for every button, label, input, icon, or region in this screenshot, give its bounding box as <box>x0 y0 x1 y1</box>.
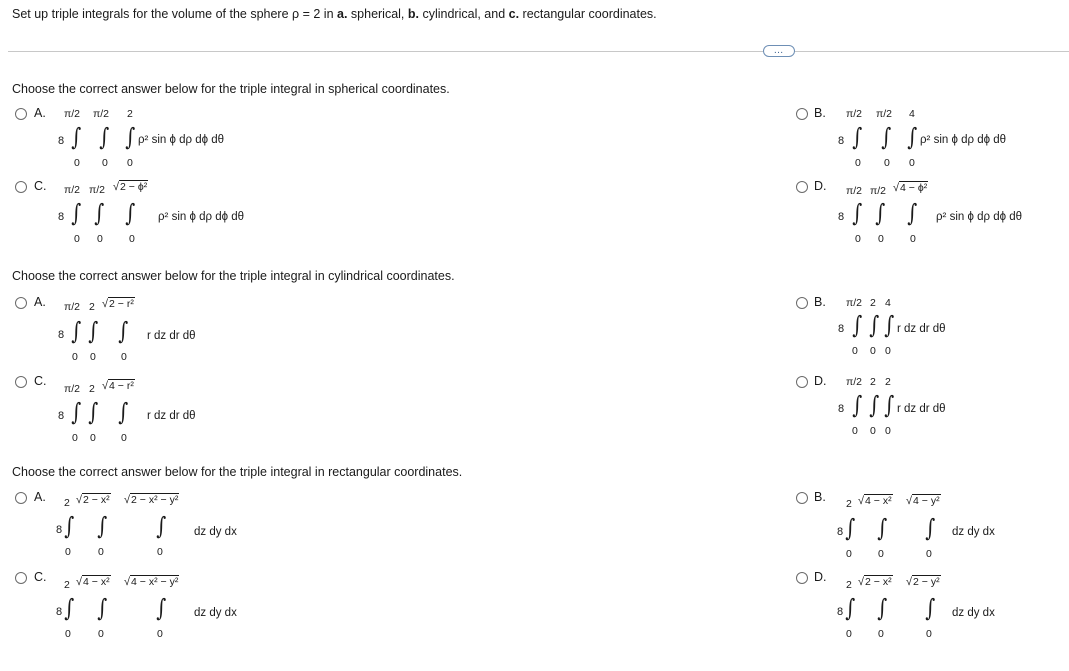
lower-limit: 0 <box>846 548 852 560</box>
radio-button[interactable] <box>796 181 808 193</box>
integrand: ρ² sin ϕ dρ dϕ dθ <box>920 134 1007 146</box>
lower-limit: 0 <box>98 628 104 640</box>
lower-limit: 0 <box>852 345 858 357</box>
lower-limit: 0 <box>870 425 876 437</box>
upper-limit: 2 <box>89 301 95 313</box>
lower-limit: 0 <box>878 628 884 640</box>
lower-limit: 0 <box>129 233 135 245</box>
lower-limit: 0 <box>74 233 80 245</box>
integral-sign: ∫ <box>88 398 99 426</box>
integrand: r dz dr dθ <box>897 403 946 415</box>
integrand: ρ² sin ϕ dρ dϕ dθ <box>138 134 225 146</box>
integral-sign: ∫ <box>156 512 167 540</box>
lower-limit: 0 <box>97 233 103 245</box>
integral-sign: ∫ <box>907 123 918 151</box>
option-letter: C. <box>34 179 47 193</box>
upper-limit: 2 <box>127 108 133 120</box>
upper-limit: 2 <box>846 579 852 591</box>
lower-limit: 0 <box>885 425 891 437</box>
lower-limit: 0 <box>102 157 108 169</box>
coefficient: 8 <box>837 606 844 618</box>
sqrt-limit: √2 − r² <box>102 298 134 310</box>
option-letter: D. <box>814 179 827 193</box>
sqrt-limit: √2 − x² − y² <box>124 494 179 506</box>
part-a-text: spherical, <box>347 7 408 21</box>
integral-sign: ∫ <box>877 594 888 622</box>
upper-limit: 4 <box>885 297 891 309</box>
coefficient: 8 <box>838 211 845 223</box>
lower-limit: 0 <box>65 546 71 558</box>
upper-limit: 2 <box>870 376 876 388</box>
lower-limit: 0 <box>157 628 163 640</box>
lower-limit: 0 <box>926 548 932 560</box>
integrand: dz dy dx <box>952 607 995 619</box>
option-letter: D. <box>814 374 827 388</box>
integral-sign: ∫ <box>852 311 863 339</box>
integral-sign: ∫ <box>884 311 895 339</box>
lower-limit: 0 <box>121 432 127 444</box>
option-letter: B. <box>814 106 826 120</box>
integral-sign: ∫ <box>869 391 880 419</box>
sqrt-limit: √4 − x² − y² <box>124 576 179 588</box>
coefficient: 8 <box>837 526 844 538</box>
cylindrical-prompt: Choose the correct answer below for the triple integral in cylindrical coordinates. <box>12 269 455 283</box>
lower-limit: 0 <box>74 157 80 169</box>
upper-limit: π/2 <box>89 184 106 196</box>
coefficient: 8 <box>58 329 65 341</box>
upper-limit: π/2 <box>846 108 863 120</box>
part-c-label: c. <box>508 7 520 21</box>
upper-limit: π/2 <box>64 108 81 120</box>
more-button[interactable]: … <box>763 45 795 57</box>
upper-limit: π/2 <box>846 297 863 309</box>
option-letter: C. <box>34 570 47 584</box>
integral-sign: ∫ <box>118 317 129 345</box>
upper-limit: 2 <box>846 498 852 510</box>
option-letter: D. <box>814 570 827 584</box>
sqrt-limit: √2 − x² <box>858 576 892 588</box>
lower-limit: 0 <box>870 345 876 357</box>
coefficient: 8 <box>838 135 845 147</box>
lower-limit: 0 <box>157 546 163 558</box>
integral-sign: ∫ <box>97 594 108 622</box>
lower-limit: 0 <box>72 351 78 363</box>
question-text <box>12 7 657 21</box>
lower-limit: 0 <box>878 548 884 560</box>
upper-limit: 2 <box>89 383 95 395</box>
upper-limit: π/2 <box>93 108 110 120</box>
option-letter: B. <box>814 295 826 309</box>
lower-limit: 0 <box>885 345 891 357</box>
integral-sign: ∫ <box>884 391 895 419</box>
integral-sign: ∫ <box>852 123 863 151</box>
option-letter: A. <box>34 106 46 120</box>
option-letter: B. <box>814 490 826 504</box>
question-intro: Set up triple integrals for the volume of the sphere ρ = 2 in <box>12 7 337 21</box>
integral-sign: ∫ <box>97 512 108 540</box>
upper-limit: 2 <box>64 579 70 591</box>
integral-sign: ∫ <box>877 514 888 542</box>
coefficient: 8 <box>58 211 65 223</box>
radio-button[interactable] <box>796 297 808 309</box>
radio-button[interactable] <box>15 376 27 388</box>
integral-sign: ∫ <box>94 199 105 227</box>
radio-button[interactable] <box>796 492 808 504</box>
integral-sign: ∫ <box>71 199 82 227</box>
lower-limit: 0 <box>926 628 932 640</box>
option-letter: C. <box>34 374 47 388</box>
integral-sign: ∫ <box>925 514 936 542</box>
upper-limit: π/2 <box>64 383 81 395</box>
upper-limit: π/2 <box>64 301 81 313</box>
spherical-prompt: Choose the correct answer below for the triple integral in spherical coordinates. <box>12 82 450 96</box>
integral-sign: ∫ <box>71 398 82 426</box>
integrand: ρ² sin ϕ dρ dϕ dθ <box>158 211 245 223</box>
integral-sign: ∫ <box>118 398 129 426</box>
upper-limit: π/2 <box>870 185 887 197</box>
integral-sign: ∫ <box>881 123 892 151</box>
lower-limit: 0 <box>852 425 858 437</box>
lower-limit: 0 <box>90 351 96 363</box>
integrand: dz dy dx <box>952 526 995 538</box>
radio-button[interactable] <box>15 108 27 120</box>
coefficient: 8 <box>838 323 845 335</box>
lower-limit: 0 <box>910 233 916 245</box>
integral-sign: ∫ <box>64 594 75 622</box>
lower-limit: 0 <box>846 628 852 640</box>
upper-limit: π/2 <box>846 185 863 197</box>
sqrt-limit: √2 − ϕ² <box>113 181 148 193</box>
part-c-text: rectangular coordinates. <box>519 7 657 21</box>
radio-button[interactable] <box>15 297 27 309</box>
radio-button[interactable] <box>15 572 27 584</box>
integral-sign: ∫ <box>156 594 167 622</box>
lower-limit: 0 <box>855 233 861 245</box>
integral-sign: ∫ <box>869 311 880 339</box>
lower-limit: 0 <box>72 432 78 444</box>
sqrt-limit: √4 − x² <box>858 495 892 507</box>
sqrt-limit: √4 − r² <box>102 380 134 392</box>
radio-button[interactable] <box>15 492 27 504</box>
coefficient: 8 <box>56 606 63 618</box>
integral-sign: ∫ <box>875 199 886 227</box>
integral-sign: ∫ <box>125 123 136 151</box>
upper-limit: 2 <box>885 376 891 388</box>
radio-button[interactable] <box>796 572 808 584</box>
integrand: r dz dr dθ <box>147 330 196 342</box>
option-letter: A. <box>34 295 46 309</box>
lower-limit: 0 <box>884 157 890 169</box>
integral-sign: ∫ <box>71 123 82 151</box>
upper-limit: 4 <box>909 108 915 120</box>
sqrt-limit: √4 − ϕ² <box>893 182 928 194</box>
integral-sign: ∫ <box>88 317 99 345</box>
coefficient: 8 <box>58 135 65 147</box>
lower-limit: 0 <box>909 157 915 169</box>
part-b-label: b. <box>407 7 419 21</box>
radio-button[interactable] <box>796 376 808 388</box>
upper-limit: π/2 <box>846 376 863 388</box>
integral-sign: ∫ <box>852 199 863 227</box>
integrand: r dz dr dθ <box>897 323 946 335</box>
upper-limit: π/2 <box>64 184 81 196</box>
integral-sign: ∫ <box>71 317 82 345</box>
lower-limit: 0 <box>878 233 884 245</box>
lower-limit: 0 <box>127 157 133 169</box>
integrand: ρ² sin ϕ dρ dϕ dθ <box>936 211 1023 223</box>
upper-limit: 2 <box>64 497 70 509</box>
lower-limit: 0 <box>855 157 861 169</box>
coefficient: 8 <box>58 410 65 422</box>
rectangular-prompt: Choose the correct answer below for the triple integral in rectangular coordinates. <box>12 465 463 479</box>
lower-limit: 0 <box>98 546 104 558</box>
integrand: dz dy dx <box>194 607 237 619</box>
integral-sign: ∫ <box>99 123 110 151</box>
upper-limit: π/2 <box>876 108 893 120</box>
lower-limit: 0 <box>121 351 127 363</box>
part-b-text: cylindrical, and <box>419 7 509 21</box>
integral-sign: ∫ <box>852 391 863 419</box>
integral-sign: ∫ <box>845 514 856 542</box>
sqrt-limit: √4 − x² <box>76 576 110 588</box>
sqrt-limit: √2 − y² <box>906 576 940 588</box>
radio-button[interactable] <box>15 181 27 193</box>
integral-sign: ∫ <box>125 199 136 227</box>
integral-sign: ∫ <box>845 594 856 622</box>
integral-sign: ∫ <box>907 199 918 227</box>
integrand: r dz dr dθ <box>147 410 196 422</box>
part-a-label: a. <box>337 7 348 21</box>
integrand: dz dy dx <box>194 526 237 538</box>
radio-button[interactable] <box>796 108 808 120</box>
sqrt-limit: √2 − x² <box>76 494 110 506</box>
sqrt-limit: √4 − y² <box>906 495 940 507</box>
integral-sign: ∫ <box>925 594 936 622</box>
coefficient: 8 <box>838 403 845 415</box>
upper-limit: 2 <box>870 297 876 309</box>
coefficient: 8 <box>56 524 63 536</box>
option-letter: A. <box>34 490 46 504</box>
integral-sign: ∫ <box>64 512 75 540</box>
divider <box>8 51 1069 52</box>
lower-limit: 0 <box>65 628 71 640</box>
lower-limit: 0 <box>90 432 96 444</box>
